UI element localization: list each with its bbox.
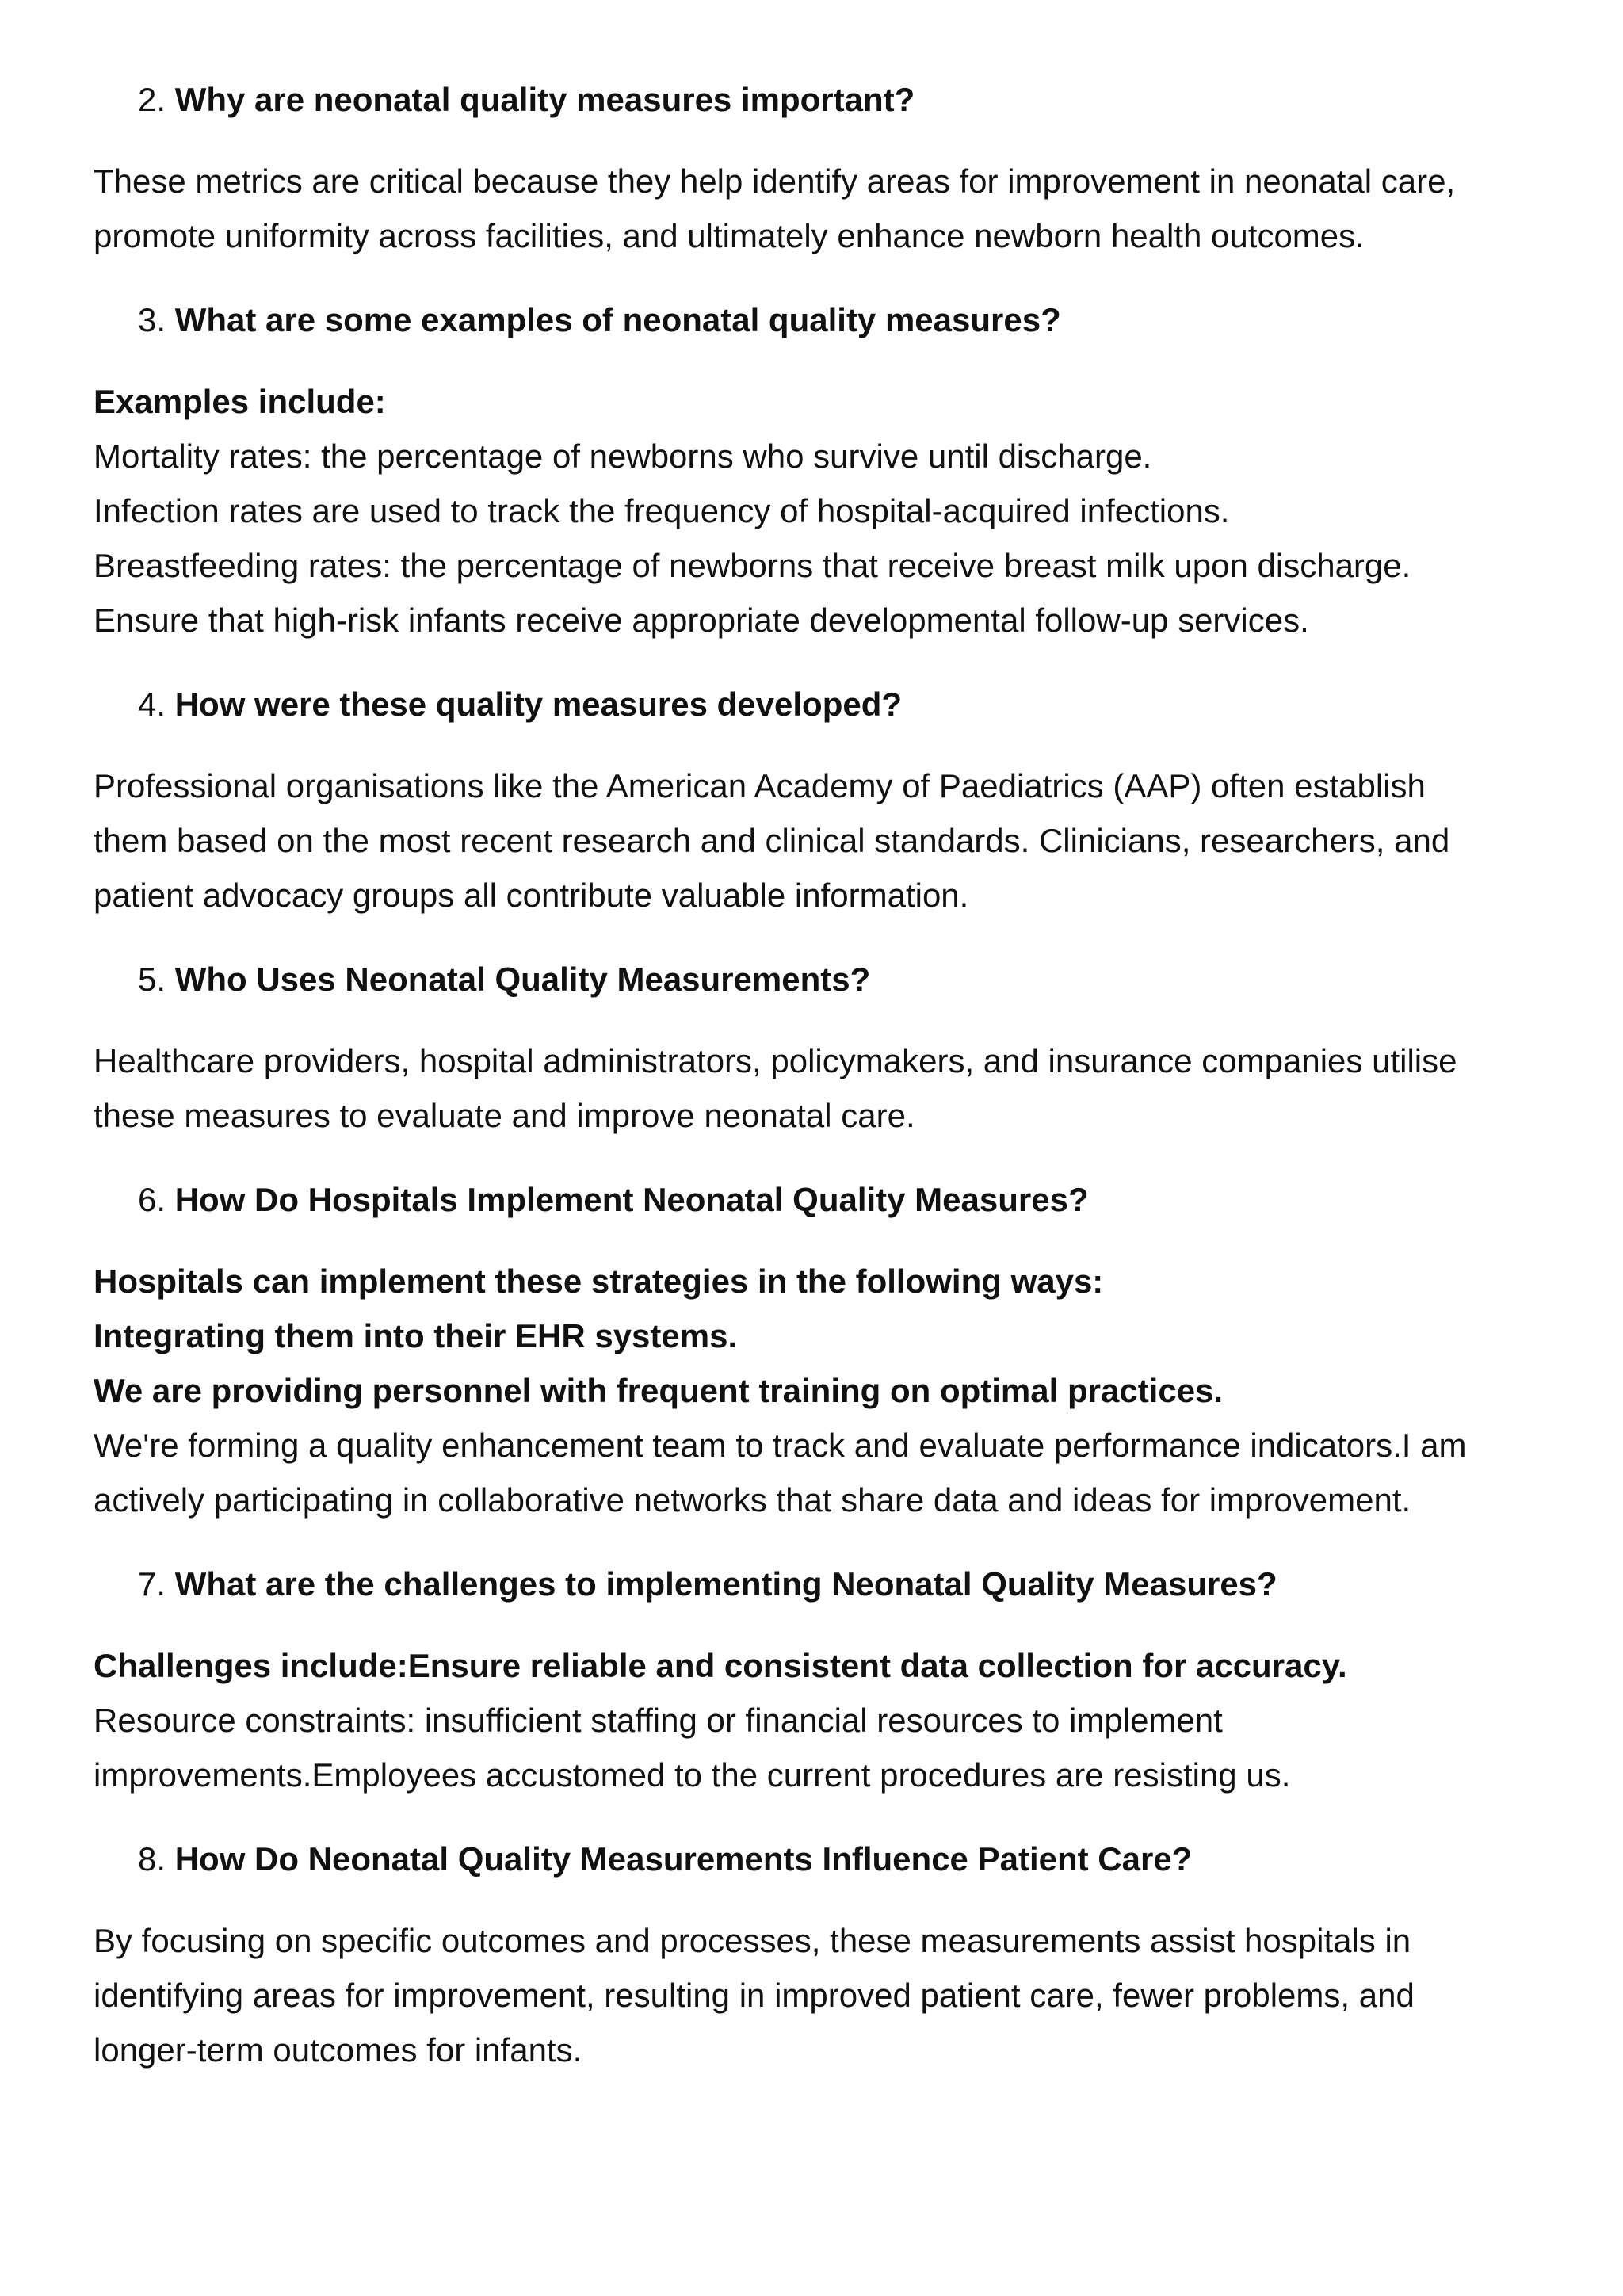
answer-line: Professional organisations like the American Academy of Paediatrics (AAP) often establish: [94, 767, 1426, 804]
question-number: 4.: [138, 686, 166, 723]
question-text: What are some examples of neonatal quality measures?: [174, 301, 1061, 338]
question-number: 2.: [138, 81, 166, 118]
question-heading: [138, 1178, 1544, 1222]
answer-line: promote uniformity across facilities, and ultimately enhance newborn health outcomes.: [94, 217, 1365, 254]
answer-body: [94, 374, 1544, 648]
question-text: What are the challenges to implementing Neonatal Quality Measures?: [174, 1565, 1277, 1603]
answer-body: [94, 1033, 1544, 1143]
answer-line: Healthcare providers, hospital administrators, policymakers, and insurance companies utilise: [94, 1042, 1457, 1079]
answer-body: [94, 154, 1544, 263]
answer-line: Breastfeeding rates: the percentage of newborns that receive breast milk upon discharge.: [94, 547, 1411, 584]
answer-line: improvements.Employees accustomed to the current procedures are resisting us.: [94, 1756, 1291, 1794]
faq-section: [94, 1178, 1544, 1527]
document-page: [94, 78, 1544, 2112]
question-text: Why are neonatal quality measures important?: [174, 81, 915, 118]
question-text: How were these quality measures developed?: [174, 686, 903, 723]
answer-line: These metrics are critical because they help identify areas for improvement in neonatal care,: [94, 162, 1456, 200]
question-heading: [138, 1562, 1544, 1606]
question-text: How Do Hospitals Implement Neonatal Quality Measures?: [174, 1181, 1089, 1218]
faq-section: [94, 78, 1544, 263]
question-number: 5.: [138, 961, 166, 998]
answer-line: Infection rates are used to track the frequency of hospital-acquired infections.: [94, 492, 1230, 529]
answer-line: Ensure that high-risk infants receive appropriate developmental follow-up services.: [94, 602, 1309, 639]
question-heading: [138, 957, 1544, 1002]
question-text: Who Uses Neonatal Quality Measurements?: [174, 961, 871, 998]
question-text: How Do Neonatal Quality Measurements Influence Patient Care?: [174, 1840, 1193, 1878]
answer-lead: We are providing personnel with frequent training on optimal practices.: [94, 1372, 1224, 1409]
answer-line: longer-term outcomes for infants.: [94, 2031, 582, 2069]
answer-body: [94, 1638, 1544, 1802]
question-heading: [138, 1837, 1544, 1881]
question-heading: [138, 682, 1544, 727]
answer-lead: Hospitals can implement these strategies in the following ways:: [94, 1263, 1104, 1300]
question-heading: [138, 298, 1544, 342]
answer-body: [94, 1254, 1544, 1527]
answer-line: By focusing on specific outcomes and processes, these measurements assist hospitals in: [94, 1922, 1411, 1959]
answer-line: Mortality rates: the percentage of newborns who survive until discharge.: [94, 437, 1152, 475]
answer-line: them based on the most recent research and clinical standards. Clinicians, researchers, and: [94, 822, 1450, 859]
faq-section: [94, 1837, 1544, 2077]
faq-section: [94, 1562, 1544, 1802]
answer-lead: Integrating them into their EHR systems.: [94, 1317, 738, 1354]
question-heading: [138, 78, 1544, 122]
answer-body: [94, 1913, 1544, 2077]
answer-line: actively participating in collaborative networks that share data and ideas for improvement.: [94, 1481, 1411, 1519]
faq-section: [94, 957, 1544, 1143]
question-number: 6.: [138, 1181, 166, 1218]
answer-line: these measures to evaluate and improve neonatal care.: [94, 1097, 915, 1134]
answer-line: We're forming a quality enhancement team to track and evaluate performance indicators.I am: [94, 1427, 1467, 1464]
faq-section: [94, 682, 1544, 923]
faq-section: [94, 298, 1544, 648]
answer-body: [94, 758, 1544, 923]
answer-line: patient advocacy groups all contribute valuable information.: [94, 877, 969, 914]
answer-line: identifying areas for improvement, resulting in improved patient care, fewer problems, and: [94, 1977, 1415, 2014]
question-number: 8.: [138, 1840, 166, 1878]
answer-lead: Challenges include:Ensure reliable and consistent data collection for accuracy.: [94, 1647, 1347, 1684]
answer-line: Resource constraints: insufficient staffing or financial resources to implement: [94, 1702, 1223, 1739]
question-number: 3.: [138, 301, 166, 338]
answer-lead: Examples include:: [94, 383, 386, 420]
question-number: 7.: [138, 1565, 166, 1603]
